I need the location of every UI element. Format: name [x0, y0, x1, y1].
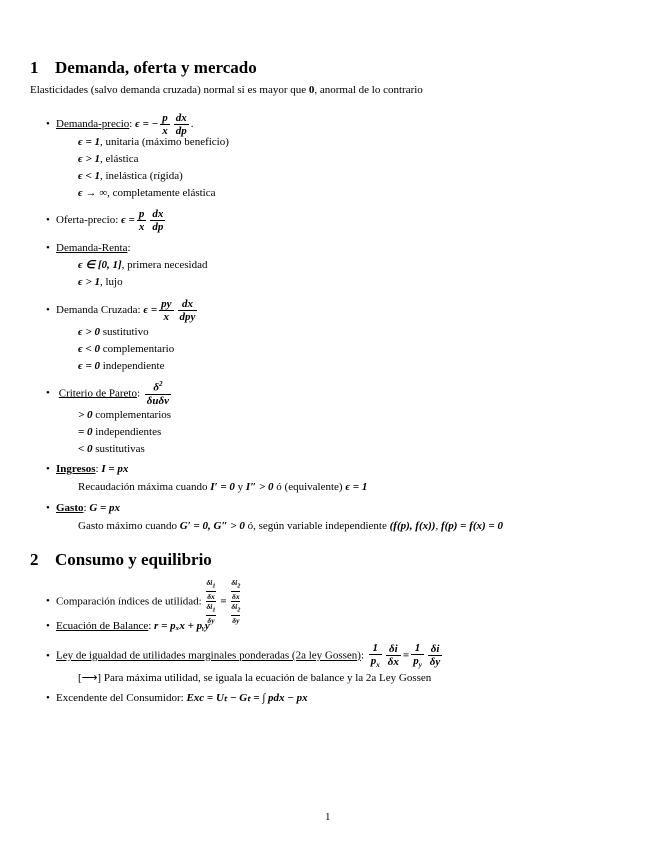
section-number: 2 — [30, 550, 39, 569]
pareto-line: = 0 independientes — [78, 426, 162, 438]
bullet-icon: • — [46, 387, 50, 400]
bullet-icon: • — [46, 242, 50, 254]
renta-line: ϵ ∈ [0, 1], primera necesidad — [78, 259, 208, 271]
item-ingresos: • Ingresos: I = px — [46, 463, 129, 475]
item-comparacion: • Comparación índices de utilidad: $\delta i_1$ δx $\delta i_1$ δy = $\delta i_2$ δx $\delta i_2$ δy — [46, 578, 241, 625]
gasto-note: Gasto máximo cuando G′ = 0, G″ > 0 ó, según variable independiente (f(p), f(x)), f(p) = f(x) = 0 — [78, 520, 503, 532]
intro-paragraph: Elasticidades (salvo demanda cruzada) normal si es mayor que 0, anormal de lo contrario — [30, 84, 423, 96]
item-gossen: • Ley de igualdad de utilidades marginales ponderadas (2a ley Gossen): $\frac{1}{p_x}$ $\frac{\delta i}{\delta x}$ = $\frac{1}{p_y}$ $\frac{\delta i}{\delta y}$ — [46, 642, 441, 670]
cruzada-line: ϵ = 0 independiente — [78, 360, 165, 372]
oferta-precio-label: Oferta-precio — [56, 214, 116, 227]
renta-line: ϵ > 1, lujo — [78, 276, 123, 288]
item-criterio-pareto: • Criterio de Pareto: $\frac{\delta^2}{\text{δuδv}}$ — [46, 380, 170, 407]
balance-label: Ecuación de Balance — [56, 620, 149, 632]
page-number: 1 — [325, 811, 331, 823]
item-demanda-cruzada: • Demanda Cruzada: ϵ = $\frac{py}{x}$ $\frac{dx}{\text{dpy}}$ — [46, 298, 196, 324]
epsilon-formula: ϵ = − — [135, 118, 159, 131]
ingresos-label: Ingresos — [56, 463, 96, 475]
section-1-heading — [30, 59, 257, 76]
bullet-icon: • — [46, 620, 50, 632]
bullet-icon: • — [46, 502, 50, 514]
bullet-icon: • — [46, 214, 50, 227]
item-balance: • Ecuación de Balance: r = pₓx + pᵧy — [46, 620, 210, 632]
section-title: Consumo y equilibrio — [55, 550, 212, 569]
precio-line: ϵ < 1, inelástica (rígida) — [78, 170, 183, 182]
section-title: Demanda, oferta y mercado — [55, 58, 257, 77]
comparacion-label: Comparación índices de utilidad — [56, 595, 199, 608]
demanda-precio-label: Demanda-precio — [56, 118, 130, 131]
bullet-icon: • — [46, 463, 50, 475]
bullet-icon: • — [46, 595, 50, 608]
excedente-label: Excendente del Consumidor — [56, 692, 181, 704]
bullet-icon: • — [46, 304, 50, 317]
item-demanda-renta: • Demanda-Renta: — [46, 242, 131, 254]
arrow-icon: [⟶] — [78, 672, 102, 684]
pareto-line: > 0 complementarios — [78, 409, 172, 421]
fraction-dx-dp: $\frac{dx}{dp}$ — [175, 112, 187, 138]
section-number: 1 — [30, 58, 39, 77]
precio-line: ϵ > 1, elástica — [78, 153, 139, 165]
item-excedente: • Excendente del Consumidor: Exc = Uₜ − Gₜ = ∫ pdx − px — [46, 692, 308, 704]
precio-line: ϵ → ∞, completamente elástica — [78, 187, 216, 199]
gossen-label: Ley de igualdad de utilidades marginales ponderadas (2a ley Gossen) — [56, 649, 361, 662]
cruzada-line: ϵ < 0 complementario — [78, 343, 175, 355]
pareto-label: Criterio de Pareto — [58, 387, 137, 400]
precio-line: ϵ = 1, unitaria (máximo beneficio) — [78, 136, 229, 148]
gasto-label: Gasto — [56, 502, 84, 514]
bullet-icon: • — [46, 692, 50, 704]
ingresos-note: Recaudación máxima cuando I′ = 0 y I″ > 0 ó (equivalente) ϵ = 1 — [78, 481, 368, 493]
fraction-p-x: $\frac{p}{x}$ — [162, 112, 168, 138]
bullet-icon: • — [46, 118, 50, 131]
demanda-cruzada-label: Demanda Cruzada — [56, 304, 138, 317]
demanda-renta-label: Demanda-Renta — [56, 242, 128, 254]
item-oferta-precio: • Oferta-precio: ϵ = $\frac{p}{x}$ $\frac{dx}{dp}$ — [46, 208, 164, 234]
ratio-1: $\delta i_1$ δx $\delta i_1$ δy — [206, 578, 216, 625]
item-demanda-precio: • Demanda-precio: ϵ = − $\frac{p}{x}$ $\frac{dx}{dp}$ . — [46, 112, 194, 138]
gossen-note: [⟶] Para máxima utilidad, se iguala la ecuación de balance y la 2a Ley Gossen — [78, 672, 432, 684]
pareto-line: < 0 sustitutivas — [78, 443, 145, 455]
cruzada-line: ϵ > 0 sustitutivo — [78, 326, 149, 338]
section-2-heading — [30, 551, 212, 568]
ratio-2: $\delta i_2$ δx $\delta i_2$ δy — [231, 578, 241, 625]
item-gasto: • Gasto: G = px — [46, 502, 121, 514]
bullet-icon: • — [46, 649, 50, 662]
